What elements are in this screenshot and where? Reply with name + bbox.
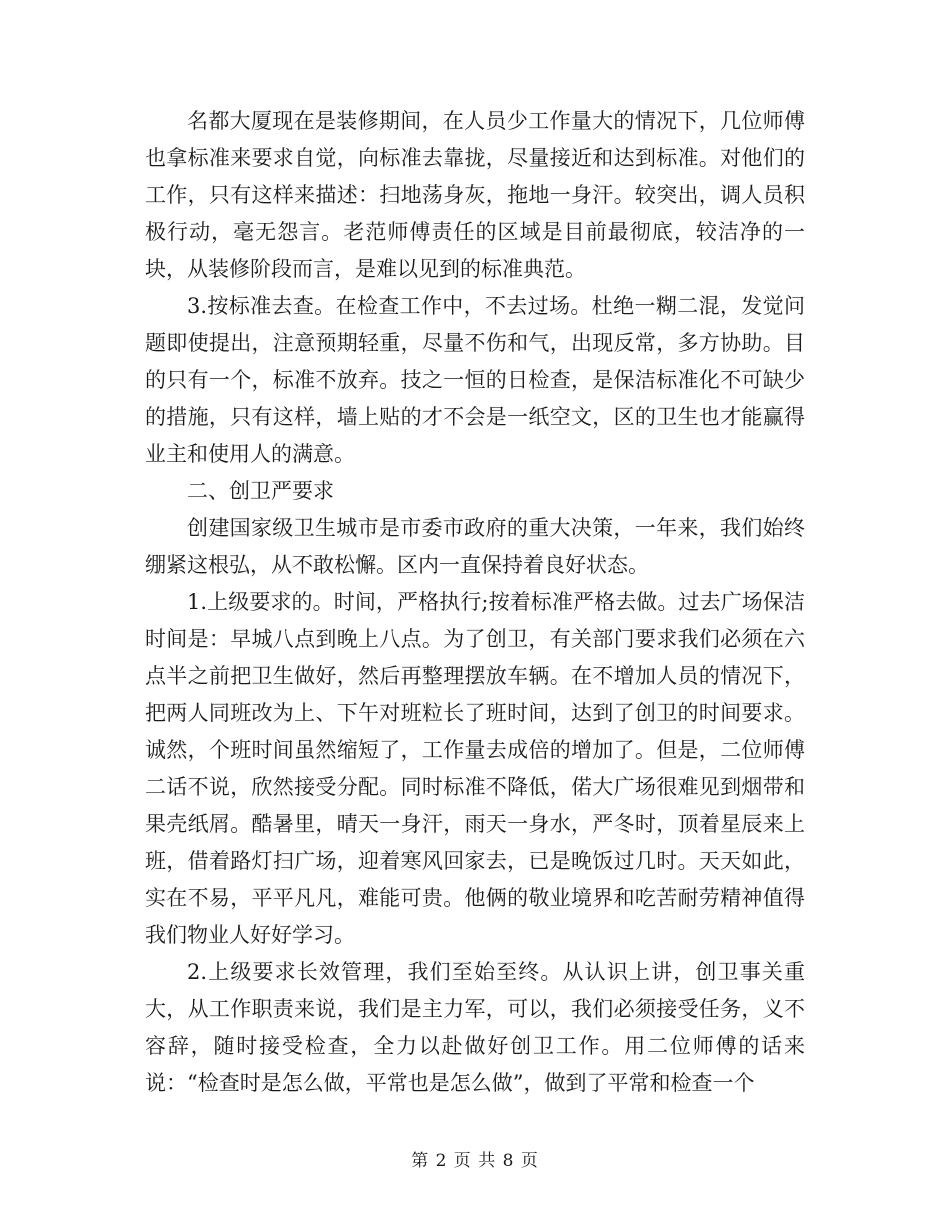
document-body xyxy=(145,103,805,1102)
paragraph-3: 创建国家级卫生城市是市委市政府的重大决策，一年来，我们始终绷紧这根弘，从不敢松懈。区内一直保持着良好状态。 xyxy=(145,516,805,577)
paragraph-2: 3.按标准去查。在检查工作中，不去过场。杜绝一糊二混，发觉问题即使提出，注意预期轻重，尽量不伤和气，出现反常，多方协助。目的只有一个，标准不放弃。技之一恒的日检查，是保洁标准化不可缺少的措施，只有这样，墙上贴的才不会是一纸空文，区的卫生也才能赢得业主和使用人的满意。 xyxy=(145,294,805,466)
paragraph-4: 1.上级要求的。时间，严格执行;按着标准严格去做。过去广场保洁时间是：早城八点到晚上八点。为了创卫，有关部门要求我们必须在六点半之前把卫生做好，然后再整理摆放车辆。在不增加人员的情况下，把两人同班改为上、下午对班粒长了班时间，达到了创卫的时间要求。诚然，个班时间虽然缩短了，工作量去成倍的增加了。但是，二位师傅二话不说，欣然接受分配。同时标准不降低，偌大广场很难见到烟带和果壳纸屑。酷暑里，晴天一身汗，雨天一身水，严冬时，顶着星辰来上班，借着路灯扫广场，迎着寒风回家去，已是晚饭过几时。天天如此，实在不易，平平凡凡，难能可贵。他俩的敬业境界和吃苦耐劳精神值得我们物业人好好学习。 xyxy=(145,590,805,947)
section-heading: 二、创卫严要求 xyxy=(187,479,334,503)
paragraph-1: 名都大厦现在是装修期间，在人员少工作量大的情况下，几位师傅也拿标准来要求自觉，向标准去靠拢，尽量接近和达到标准。对他们的工作，只有这样来描述：扫地荡身灰，拖地一身汗。较突出，调人员积极行动，毫无怨言。老范师傅责任的区域是目前最彻底，较洁净的一块，从装修阶段而言，是难以见到的标准典范。 xyxy=(145,109,805,281)
page-number-footer: 第 2 页 共 8 页 xyxy=(411,1151,539,1171)
paragraph-5: 2.上级要求长效管理，我们至始至终。从认识上讲，创卫事关重大，从工作职责来说，我们是主力军，可以，我们必须接受任务，义不容辞，随时接受检查，全力以赴做好创卫工作。用二位师傅的话来说：“检查时是怎么做，平常也是怎么做”，做到了平常和检查一个 xyxy=(145,960,805,1095)
